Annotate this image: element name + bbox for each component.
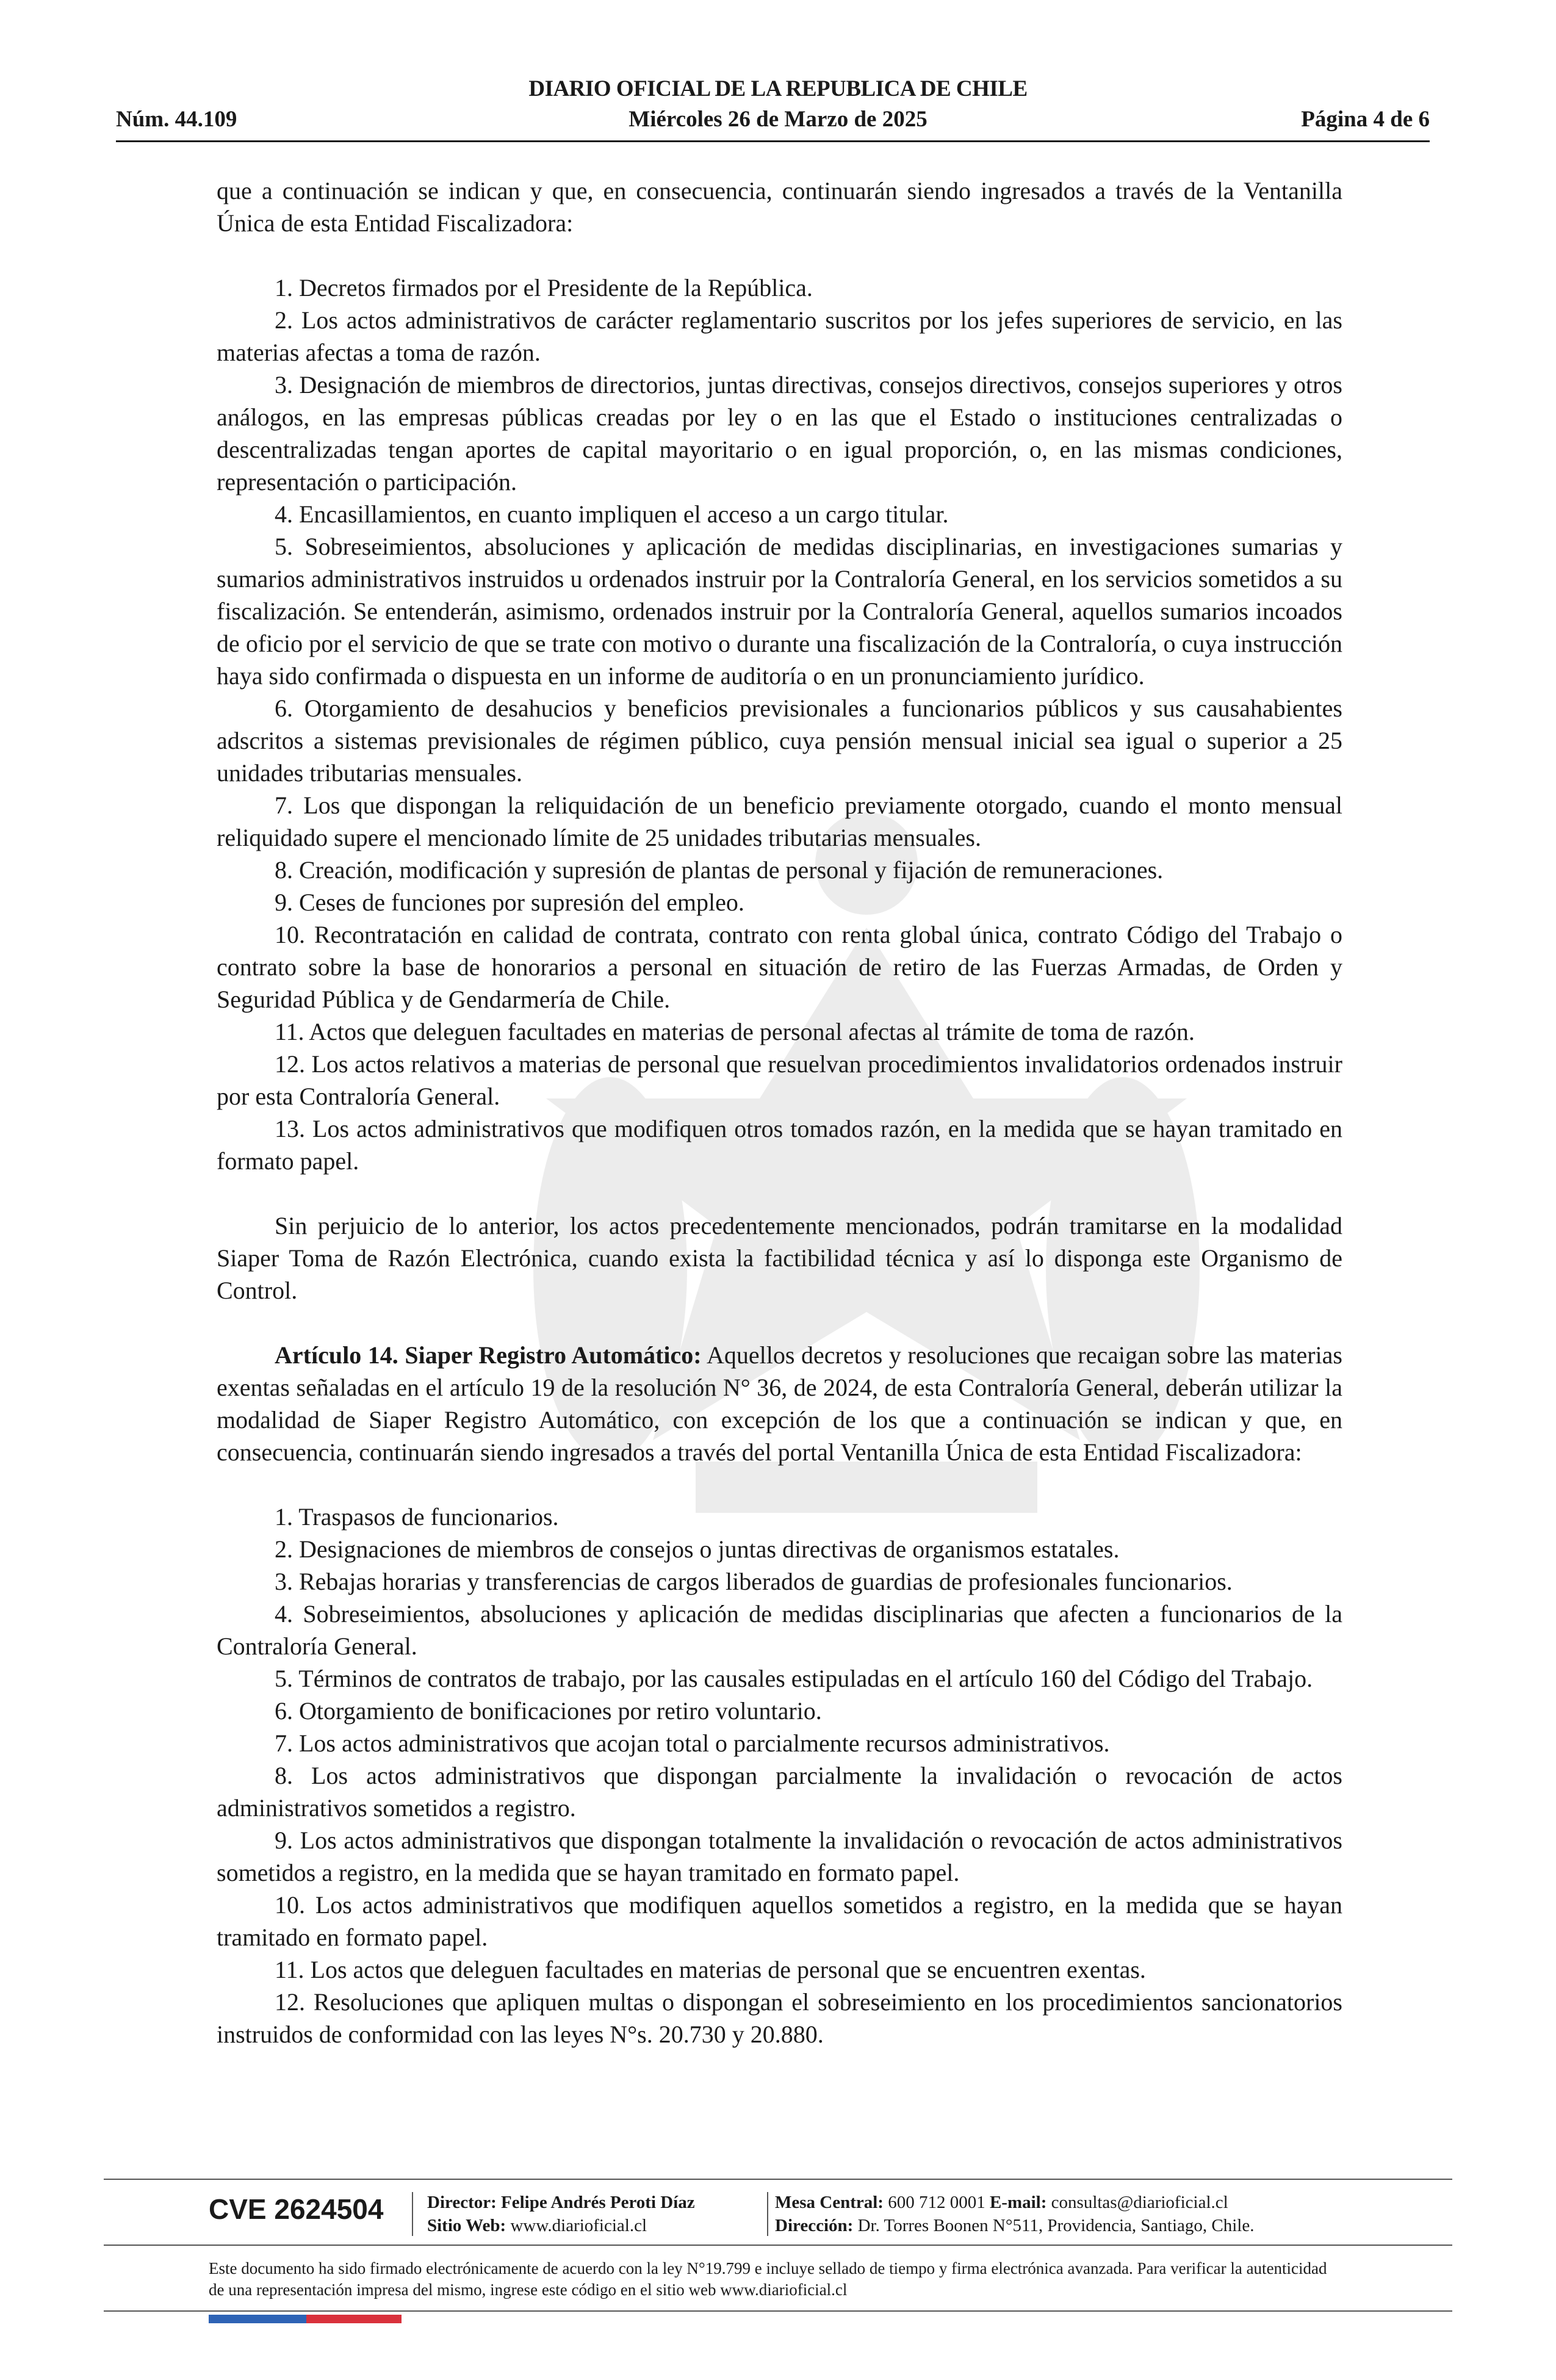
issue-number: Núm. 44.109 xyxy=(116,107,237,132)
header-divider xyxy=(116,140,1430,142)
list-item: 5. Sobreseimientos, absoluciones y aplicación de medidas disciplinarias, en investigaciones sumarias y sumarios administrativos instruidos u ordenados instruir por la Contraloría General, en los servicios sometidos a su fiscalización. Se entenderán, asimismo, ordenados instruir por la Contraloría General, aquellos sumarios incoados de oficio por el servicio de que se trate con motivo o durante una fiscalización de la Contraloría, o cuya instrucción haya sido confirmada o dispuesta en un informe de auditoría o en un pronunciamiento jurídico. xyxy=(217,533,1342,690)
list-item: 1. Traspasos de funcionarios. xyxy=(275,1503,559,1531)
footer-divider-middle xyxy=(104,2245,1452,2246)
paragraph-exception: Sin perjuicio de lo anterior, los actos precedentemente mencionados, podrán tramitarse en la modalidad Siaper Toma de Razón Electrónica, cuando exista la factibilidad técnica y así lo disponga este Organismo de Control. xyxy=(217,1212,1342,1304)
site-label: Sitio Web: xyxy=(427,2216,506,2235)
page-number: Página 4 de 6 xyxy=(1301,107,1430,132)
article-14-title: Artículo 14. Siaper Registro Automático: xyxy=(275,1341,702,1369)
list-item: 9. Los actos administrativos que dispongan totalmente la invalidación o revocación de actos administrativos sometidos a registro, en la medida que se hayan tramitado en formato papel. xyxy=(217,1826,1342,1886)
issue-date: Miércoles 26 de Marzo de 2025 xyxy=(629,107,927,132)
mesa-phone: 600 712 0001 xyxy=(888,2193,985,2212)
list-item: 4. Encasillamientos, en cuanto impliquen el acceso a un cargo titular. xyxy=(275,500,949,528)
list-item: 11. Los actos que deleguen facultades en materias de personal que se encuentren exentas. xyxy=(275,1956,1146,1983)
list-item: 7. Los actos administrativos que acojan total o parcialmente recursos administrativos. xyxy=(275,1729,1110,1757)
cve-code: CVE 2624504 xyxy=(209,2193,384,2225)
footer-separator xyxy=(412,2192,413,2236)
list-item: 6. Otorgamiento de bonificaciones por retiro voluntario. xyxy=(275,1697,822,1725)
list-item: 5. Términos de contratos de trabajo, por las causales estipuladas en el artículo 160 del Código del Trabajo. xyxy=(275,1665,1313,1692)
site-link[interactable]: www.diarioficial.cl xyxy=(510,2216,647,2235)
list-item: 10. Recontratación en calidad de contrata, contrato con renta global única, contrato Código del Trabajo o contrato sobre la base de honorarios a personal en situación de retiro de las Fuerzas Armadas, de Orden y Seguridad Pública y de Gendarmería de Chile. xyxy=(217,921,1342,1013)
footer-divider-bottom xyxy=(104,2310,1452,2312)
list-item: 3. Designación de miembros de directorios, juntas directivas, consejos directivos, consejos superiores y otros análogos, en las empresas públicas creadas por ley o en las que el Estado o instituciones centralizadas o descentralizadas tengan aportes de capital mayoritario o en igual proporción, o, en las mismas condiciones, representación o participación. xyxy=(217,371,1342,496)
list-item: 4. Sobreseimientos, absoluciones y aplicación de medidas disciplinarias que afecten a funcionarios de la Contraloría General. xyxy=(217,1600,1342,1660)
mesa-label: Mesa Central: xyxy=(775,2193,884,2212)
list-item: 3. Rebajas horarias y transferencias de cargos liberados de guardias de profesionales funcionarios. xyxy=(275,1568,1233,1595)
list-item: 8. Creación, modificación y supresión de plantas de personal y fijación de remuneraciones. xyxy=(275,856,1164,884)
list-item: 12. Resoluciones que apliquen multas o dispongan el sobreseimiento en los procedimientos sancionatorios instruidos de conformidad con las leyes N°s. 20.730 y 20.880. xyxy=(217,1988,1342,2048)
footer-separator xyxy=(767,2192,768,2236)
list-item: 11. Actos que deleguen facultades en materias de personal afectas al trámite de toma de razón. xyxy=(275,1018,1195,1045)
email-label: E-mail: xyxy=(989,2193,1047,2212)
footer-divider-top xyxy=(104,2179,1452,2180)
list-item: 9. Ceses de funciones por supresión del empleo. xyxy=(275,889,744,916)
list-item: 8. Los actos administrativos que dispongan parcialmente la invalidación o revocación de actos administrativos sometidos a registro. xyxy=(217,1762,1342,1822)
director-label: Director: xyxy=(427,2193,497,2212)
legal-notice: Este documento ha sido firmado electrónicamente de acuerdo con la ley N°19.799 e incluye sellado de tiempo y firma electrónica avanzada. Para verificar la autenticidad de una representación impresa del mismo, ingrese este código en el sitio web www.diarioficial.cl xyxy=(209,2259,1327,2299)
address-value: Dr. Torres Boonen N°511, Providencia, Santiago, Chile. xyxy=(857,2216,1255,2235)
list-item: 10. Los actos administrativos que modifiquen aquellos sometidos a registro, en la medida que se hayan tramitado en formato papel. xyxy=(217,1891,1342,1951)
list-item: 13. Los actos administrativos que modifiquen otros tomados razón, en la medida que se hayan tramitado en formato papel. xyxy=(217,1115,1342,1175)
list-item: 12. Los actos relativos a materias de personal que resuelvan procedimientos invalidatorios ordenados instruir por esta Contraloría General. xyxy=(217,1050,1342,1110)
list-item: 2. Designaciones de miembros de consejos o juntas directivas de organismos estatales. xyxy=(275,1535,1120,1563)
gazette-title: DIARIO OFICIAL DE LA REPUBLICA DE CHILE xyxy=(528,76,1028,101)
list-item: 6. Otorgamiento de desahucios y beneficios previsionales a funcionarios públicos y sus causahabientes adscritos a sistemas previsionales de régimen público, cuya pensión mensual inicial sea igual o superior a 25 unidades tributarias mensuales. xyxy=(217,694,1342,787)
flag-stripe-blue xyxy=(209,2315,306,2323)
footer-director-block xyxy=(427,2191,695,2237)
email-link[interactable]: consultas@diarioficial.cl xyxy=(1051,2193,1228,2212)
page-header xyxy=(0,0,1556,146)
footer-contact-block xyxy=(775,2191,1254,2237)
article-14-paragraph xyxy=(217,1339,1342,1468)
document-body xyxy=(217,175,1342,2050)
intro-paragraph: que a continuación se indican y que, en consecuencia, continuarán siendo ingresados a través de la Ventanilla Única de esta Entidad Fiscalizadora: xyxy=(217,177,1342,237)
list-item: 7. Los que dispongan la reliquidación de un beneficio previamente otorgado, cuando el monto mensual reliquidado supere el mencionado límite de 25 unidades tributarias mensuales. xyxy=(217,792,1342,851)
address-label: Dirección: xyxy=(775,2216,854,2235)
list-item: 1. Decretos firmados por el Presidente de la República. xyxy=(275,274,813,301)
director-name: Felipe Andrés Peroti Díaz xyxy=(501,2193,695,2212)
flag-stripe-red xyxy=(306,2315,402,2323)
article-14-text: Aquellos decretos y resoluciones que recaigan sobre las materias exentas señaladas en el artículo 19 de la resolución N° 36, de 2024, de esta Contraloría General, deberán utilizar la modalidad de Siaper Registro Automático, con excepción de los que a continuación se indican y que, en consecuencia, continuarán siendo ingresados a través del portal Ventanilla Única de esta Entidad Fiscalizadora: xyxy=(217,1341,1342,1466)
list-item: 2. Los actos administrativos de carácter reglamentario suscritos por los jefes superiores de servicio, en las materias afectas a toma de razón. xyxy=(217,306,1342,366)
